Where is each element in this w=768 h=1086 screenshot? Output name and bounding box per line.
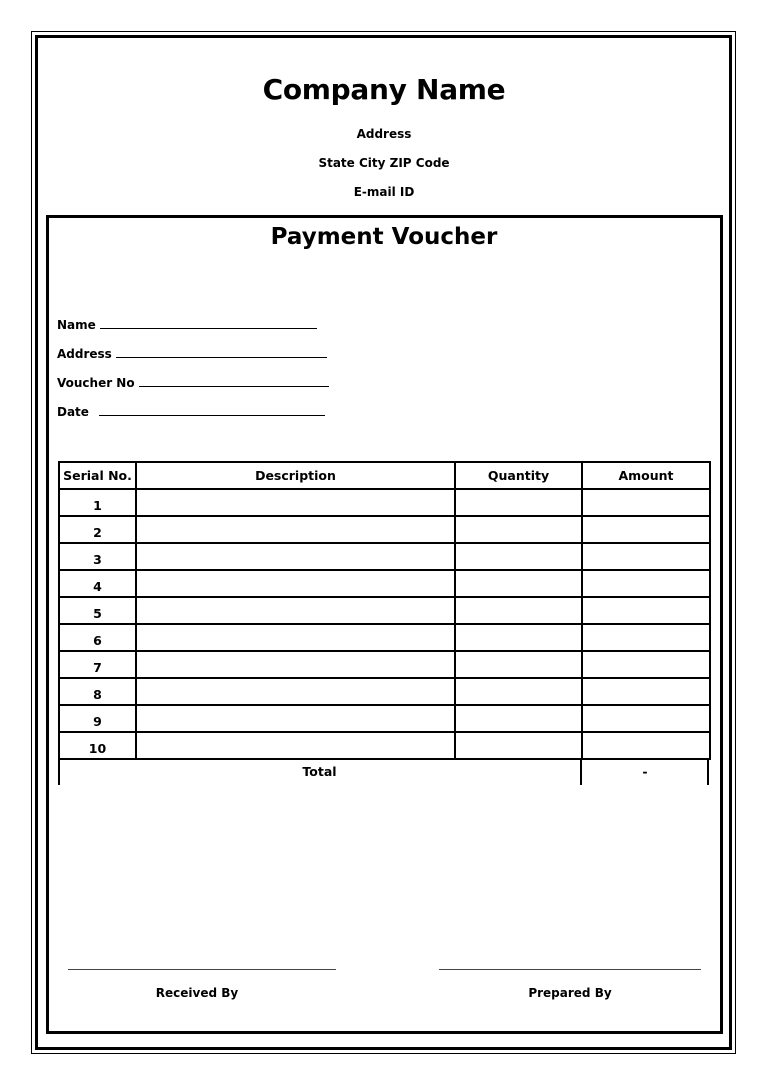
serial-cell: 9 [59, 705, 136, 732]
serial-cell: 7 [59, 651, 136, 678]
voucher-title: Payment Voucher [270, 224, 498, 250]
prepared-by-label: Prepared By [528, 986, 612, 1000]
company-email: E-mail ID [353, 185, 415, 199]
serial-cell: 5 [59, 597, 136, 624]
header-serial-no: Serial No. [59, 462, 136, 489]
description-cell[interactable] [136, 570, 455, 597]
header-amount: Amount [582, 462, 710, 489]
table-row [59, 516, 710, 543]
amount-cell[interactable] [582, 678, 710, 705]
table-row [59, 651, 710, 678]
company-name: Company Name [262, 73, 506, 106]
description-cell[interactable] [136, 705, 455, 732]
voucher-no-field[interactable] [57, 376, 329, 390]
description-cell[interactable] [136, 516, 455, 543]
quantity-cell[interactable] [455, 732, 582, 759]
table-row [59, 570, 710, 597]
amount-cell[interactable] [582, 543, 710, 570]
serial-cell: 4 [59, 570, 136, 597]
header-quantity: Quantity [455, 462, 582, 489]
date-field[interactable] [57, 405, 325, 419]
serial-cell: 2 [59, 516, 136, 543]
quantity-cell[interactable] [455, 651, 582, 678]
quantity-cell[interactable] [455, 624, 582, 651]
quantity-cell[interactable] [455, 489, 582, 516]
total-value: - [642, 764, 648, 779]
amount-cell[interactable] [582, 624, 710, 651]
company-address: Address [356, 127, 412, 141]
header-description: Description [136, 462, 455, 489]
prepared-by-signature-line[interactable] [439, 969, 701, 970]
voucher-no-label: Voucher No [57, 376, 135, 390]
name-blank-line[interactable] [100, 327, 317, 329]
quantity-cell[interactable] [455, 705, 582, 732]
quantity-cell[interactable] [455, 570, 582, 597]
description-cell[interactable] [136, 543, 455, 570]
description-cell[interactable] [136, 678, 455, 705]
table-row [59, 489, 710, 516]
address-blank-line[interactable] [116, 356, 327, 358]
serial-cell: 6 [59, 624, 136, 651]
description-cell[interactable] [136, 489, 455, 516]
amount-cell[interactable] [582, 597, 710, 624]
date-label: Date [57, 405, 89, 419]
total-label: Total [302, 764, 337, 779]
name-field[interactable] [57, 318, 317, 332]
table-row [59, 543, 710, 570]
name-label: Name [57, 318, 96, 332]
description-cell[interactable] [136, 651, 455, 678]
serial-cell: 8 [59, 678, 136, 705]
serial-cell: 3 [59, 543, 136, 570]
table-row [59, 678, 710, 705]
amount-cell[interactable] [582, 516, 710, 543]
quantity-cell[interactable] [455, 678, 582, 705]
description-cell[interactable] [136, 624, 455, 651]
quantity-cell[interactable] [455, 516, 582, 543]
table-header-row [59, 462, 710, 489]
amount-cell[interactable] [582, 651, 710, 678]
description-cell[interactable] [136, 732, 455, 759]
received-by-signature-line[interactable] [68, 969, 336, 970]
amount-cell[interactable] [582, 705, 710, 732]
amount-cell[interactable] [582, 570, 710, 597]
company-city-line: State City ZIP Code [318, 156, 450, 170]
quantity-cell[interactable] [455, 597, 582, 624]
table-row [59, 705, 710, 732]
amount-cell[interactable] [582, 732, 710, 759]
table-row [59, 597, 710, 624]
received-by-label: Received By [155, 986, 239, 1000]
address-field[interactable] [57, 347, 327, 361]
amount-cell[interactable] [582, 489, 710, 516]
date-blank-line[interactable] [99, 414, 325, 416]
address-label: Address [57, 347, 112, 361]
total-row [58, 759, 709, 785]
serial-cell: 1 [59, 489, 136, 516]
voucher-no-blank-line[interactable] [139, 385, 329, 387]
serial-cell: 10 [59, 732, 136, 759]
description-cell[interactable] [136, 597, 455, 624]
items-table [58, 461, 711, 760]
quantity-cell[interactable] [455, 543, 582, 570]
table-row [59, 732, 710, 759]
table-row [59, 624, 710, 651]
